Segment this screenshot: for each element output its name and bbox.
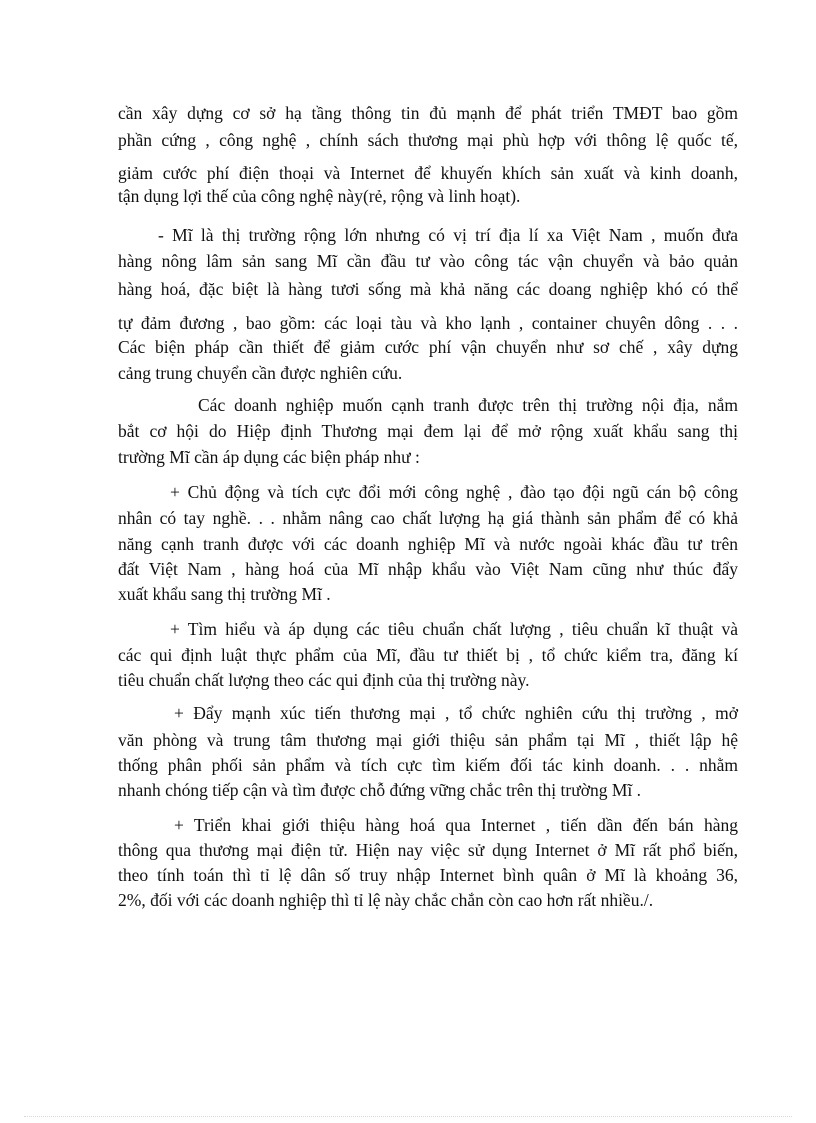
paragraph-2-line-5: Các biện pháp cần thiết để giảm cước phí vận chuyển như sơ chế , xây dựng <box>118 337 738 357</box>
paragraph-2-line-1: - Mĩ là thị trường rộng lớn nhưng có vị trí địa lí xa Việt Nam , muốn đưa <box>158 225 738 245</box>
paragraph-5-line-2: các qui định luật thực phẩm của Mĩ, đầu tư thiết bị , tổ chức kiểm tra, đăng kí <box>118 645 738 665</box>
paragraph-6-line-2: văn phòng và trung tâm thương mại giới thiệu sản phẩm tại Mĩ , thiết lập hệ <box>118 730 738 750</box>
paragraph-6-line-1: + Đẩy mạnh xúc tiến thương mại , tổ chức nghiên cứu thị trường , mở <box>174 703 738 723</box>
paragraph-6-line-4: nhanh chóng tiếp cận và tìm được chỗ đứng vững chắc trên thị trường Mĩ . <box>118 780 641 800</box>
paragraph-4-line-5: xuất khẩu sang thị trường Mĩ . <box>118 584 331 604</box>
paragraph-2-line-3: hàng hoá, đặc biệt là hàng tươi sống mà khả năng các doang nghiệp khó có thể <box>118 279 738 299</box>
paragraph-7-line-4: 2%, đối với các doanh nghiệp thì tỉ lệ này chắc chắn còn cao hơn rất nhiều./. <box>118 890 654 910</box>
paragraph-4-line-1: + Chủ động và tích cực đổi mới công nghệ , đào tạo đội ngũ cán bộ công <box>170 482 738 502</box>
paragraph-1-line-4: tận dụng lợi thế của công nghệ này(rẻ, rộng và linh hoạt). <box>118 186 521 206</box>
paragraph-6-line-3: thống phân phối sản phẩm và tích cực tìm kiếm đối tác kinh doanh. . . nhằm <box>118 755 738 775</box>
paragraph-1-line-3: giảm cước phí điện thoại và Internet để khuyến khích sản xuất và kinh doanh, <box>118 163 738 183</box>
paragraph-7-line-3: theo tính toán thì tỉ lệ dân số truy nhập Internet bình quân ở Mĩ là khoảng 36, <box>118 865 738 885</box>
paragraph-5-line-1: + Tìm hiểu và áp dụng các tiêu chuẩn chất lượng , tiêu chuẩn kĩ thuật và <box>170 619 738 639</box>
paragraph-1-line-1: cần xây dựng cơ sở hạ tầng thông tin đủ mạnh để phát triển TMĐT bao gồm <box>118 103 738 123</box>
paragraph-5-line-3: tiêu chuẩn chất lượng theo các qui định của thị trường này. <box>118 670 530 690</box>
paragraph-4-line-4: đất Việt Nam , hàng hoá của Mĩ nhập khẩu vào Việt Nam cũng như thúc đẩy <box>118 559 738 579</box>
paragraph-4-line-3: năng cạnh tranh được với các doanh nghiệp Mĩ và nước ngoài khác đầu tư trên <box>118 534 738 554</box>
page-bottom-divider <box>24 1116 792 1117</box>
paragraph-7-line-1: + Triển khai giới thiệu hàng hoá qua Internet , tiến dần đến bán hàng <box>174 815 738 835</box>
paragraph-2-line-2: hàng nông lâm sản sang Mĩ cần đầu tư vào công tác vận chuyển và bảo quản <box>118 251 738 271</box>
paragraph-4-line-2: nhân có tay nghề. . . nhằm nâng cao chất lượng hạ giá thành sản phẩm để có khả <box>118 508 738 528</box>
paragraph-3-line-2: bắt cơ hội do Hiệp định Thương mại đem lại để mở rộng xuất khẩu sang thị <box>118 421 738 441</box>
paragraph-3-line-3: trường Mĩ cần áp dụng các biện pháp như : <box>118 447 420 467</box>
paragraph-2-line-6: cảng trung chuyển cần được nghiên cứu. <box>118 363 403 383</box>
paragraph-7-line-2: thông qua thương mại điện tử. Hiện nay việc sử dụng Internet ở Mĩ rất phổ biến, <box>118 840 738 860</box>
paragraph-1-line-2: phần cứng , công nghệ , chính sách thương mại phù hợp với thông lệ quốc tế, <box>118 130 738 150</box>
paragraph-2-line-4: tự đảm đương , bao gồm: các loại tàu và kho lạnh , container chuyên dông . . . <box>118 313 738 333</box>
paragraph-3-line-1: Các doanh nghiệp muốn cạnh tranh được trên thị trường nội địa, nắm <box>198 395 738 415</box>
